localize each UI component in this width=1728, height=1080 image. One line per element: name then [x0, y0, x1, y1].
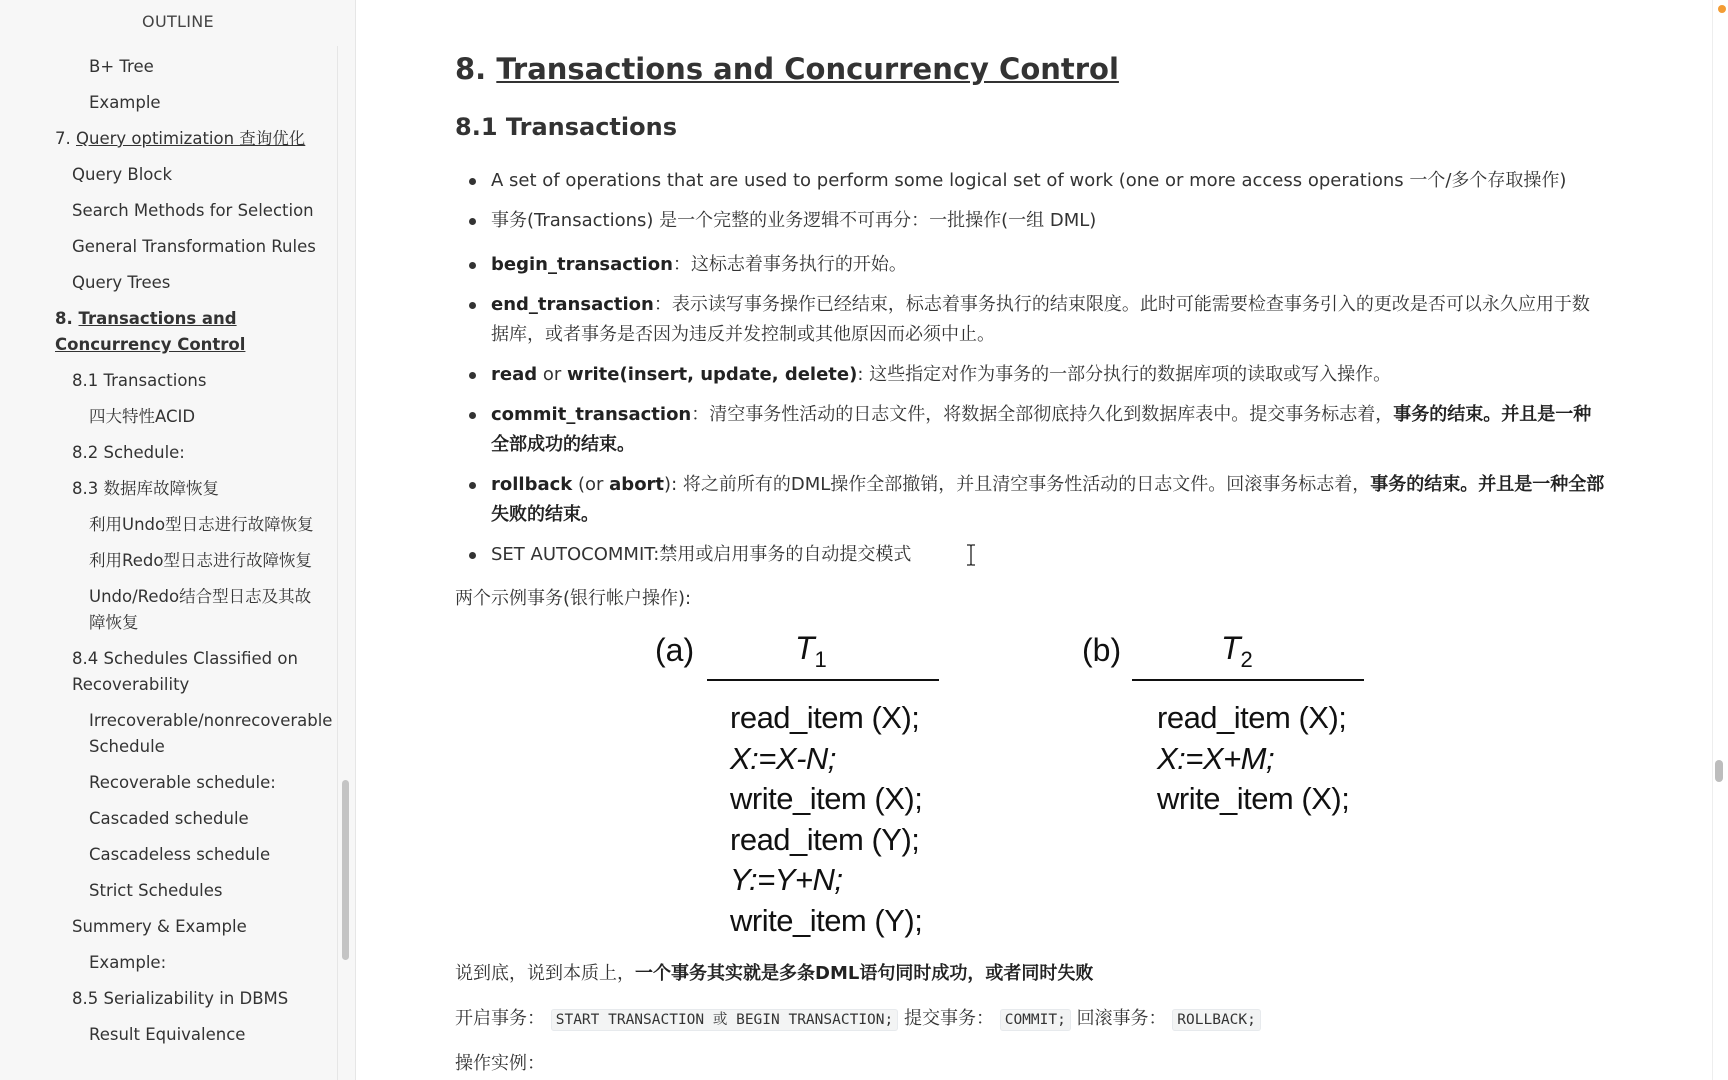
figure-t2-title: $T_2$: [1221, 630, 1253, 672]
outline-sidebar: [0, 0, 356, 1080]
outline-item-undo-log[interactable]: 利用Undo型日志进行故障恢复: [89, 515, 314, 534]
outline-item-transactions-active[interactable]: 8. Transactions and Concurrency Control: [55, 309, 246, 354]
list-item: SET AUTOCOMMIT:禁用或启用事务的自动提交模式: [455, 540, 1607, 570]
outline-item-example[interactable]: Example: [89, 93, 161, 112]
outline-item-redo-log[interactable]: 利用Redo型日志进行故障恢复: [89, 551, 312, 570]
outline-item-general-transformation[interactable]: General Transformation Rules: [72, 237, 316, 256]
commit-code: COMMIT;: [1000, 1009, 1071, 1031]
outline-item-search-methods[interactable]: Search Methods for Selection: [72, 201, 314, 220]
rollback-code: ROLLBACK;: [1172, 1009, 1261, 1031]
list-item: 事务(Transactions) 是一个完整的业务逻辑不可再分：一批操作(一组 DML): [455, 206, 1607, 236]
list-item: end_transaction：表示读写事务操作已经结束，标志着事务执行的结束限度。此时可能需要检查事务引入的更改是否可以永久应用于数据库，或者事务是否因为违反并发控制或其他原因而必须中止。: [455, 290, 1607, 350]
transaction-commands: 开启事务： START TRANSACTION 或 BEGIN TRANSACTION; 提交事务： COMMIT; 回滚事务： ROLLBACK;: [455, 1004, 1261, 1035]
main-scrollbar[interactable]: [1715, 760, 1723, 782]
figure-t1-title: $T_1$: [795, 630, 827, 672]
outline-item-example-2[interactable]: Example:: [89, 953, 167, 972]
outline-item-recoverable[interactable]: Recoverable schedule:: [89, 773, 276, 792]
figure-rule-b: [1132, 679, 1364, 681]
outline-item-undo-redo-log[interactable]: Undo/Redo结合型日志及其故障恢复: [89, 587, 312, 632]
outline-item-summery-example[interactable]: Summery & Example: [72, 917, 247, 936]
outline-item-bplus-tree[interactable]: B+ Tree: [89, 57, 154, 76]
start-transaction-code: START TRANSACTION 或 BEGIN TRANSACTION;: [551, 1009, 899, 1031]
figure-code-b: read_item (X); X:=X+M; write_item (X);: [1157, 700, 1350, 816]
outline-item-query-optimization[interactable]: 7. Query optimization 查询优化: [55, 129, 306, 148]
outline-title: OUTLINE: [142, 12, 214, 31]
outline-item-cascadeless[interactable]: Cascadeless schedule: [89, 845, 271, 864]
transactions-figure: [655, 622, 1395, 942]
document-content: [455, 0, 1607, 1080]
subsection-heading: 8.1 Transactions: [455, 113, 677, 141]
outline-item-query-block[interactable]: Query Block: [72, 165, 173, 184]
figure-label-a: (a): [655, 632, 695, 668]
outline-item-8-2-schedule[interactable]: 8.2 Schedule:: [72, 443, 185, 462]
list-item: rollback (or abort): 将之前所有的DML操作全部撤销，并且清空事务性活动的日志文件。回滚事务标志着，事务的结束。并且是一种全部失败的结束。: [455, 470, 1607, 530]
outline-item-8-3-recovery[interactable]: 8.3 数据库故障恢复: [72, 479, 219, 498]
section-heading: 8. Transactions and Concurrency Control: [455, 52, 1119, 86]
list-item: commit_transaction：清空事务性活动的日志文件，将数据全部彻底持久化到数据库表中。提交事务标志着，事务的结束。并且是一种全部成功的结束。: [455, 400, 1607, 460]
outline-item-strict[interactable]: Strict Schedules: [89, 881, 223, 900]
transaction-bullet-list: [455, 166, 1607, 580]
outline-item-irrecoverable[interactable]: Irrecoverable/nonrecoverable Schedule: [89, 711, 333, 756]
notification-dot-icon: [1718, 5, 1726, 13]
outline-item-8-1-transactions[interactable]: 8.1 Transactions: [72, 371, 207, 390]
text-cursor-icon: [964, 544, 978, 566]
list-item: begin_transaction：这标志着事务执行的开始。: [455, 250, 1607, 280]
sidebar-scroll-track: [337, 46, 338, 1080]
outline-item-8-5-serializability[interactable]: 8.5 Serializability in DBMS: [72, 989, 289, 1008]
sidebar-scrollbar[interactable]: [342, 780, 349, 960]
figure-rule-a: [707, 679, 939, 681]
outline-item-acid[interactable]: 四大特性ACID: [89, 407, 196, 426]
figure-code-a: read_item (X); X:=X-N; write_item (X); read_item (Y); Y:=Y+N; write_item (Y);: [730, 700, 923, 938]
outline-item-8-4-schedules[interactable]: 8.4 Schedules Classified on Recoverability: [72, 649, 298, 694]
outline-item-result-equivalence[interactable]: Result Equivalence: [89, 1025, 246, 1044]
ops-label: 操作实例：: [455, 1053, 545, 1074]
outline-item-query-trees[interactable]: Query Trees: [72, 273, 171, 292]
list-item: A set of operations that are used to perform some logical set of work (one or more access operations 一个/多个存取操作): [455, 166, 1607, 196]
section-heading-link[interactable]: Transactions and Concurrency Control: [496, 52, 1119, 86]
example-intro: 两个示例事务(银行帐户操作):: [455, 588, 692, 609]
list-item: read or write(insert, update, delete): 这些指定对作为事务的一部分执行的数据库项的读取或写入操作。: [455, 360, 1607, 390]
outline-list: [0, 54, 333, 1058]
summary-paragraph: 说到底，说到本质上，一个事务其实就是多条DML语句同时成功，或者同时失败: [455, 963, 1094, 984]
outline-item-cascaded[interactable]: Cascaded schedule: [89, 809, 249, 828]
figure-label-b: (b): [1082, 632, 1122, 668]
main-scroll-track: [1712, 0, 1728, 1080]
